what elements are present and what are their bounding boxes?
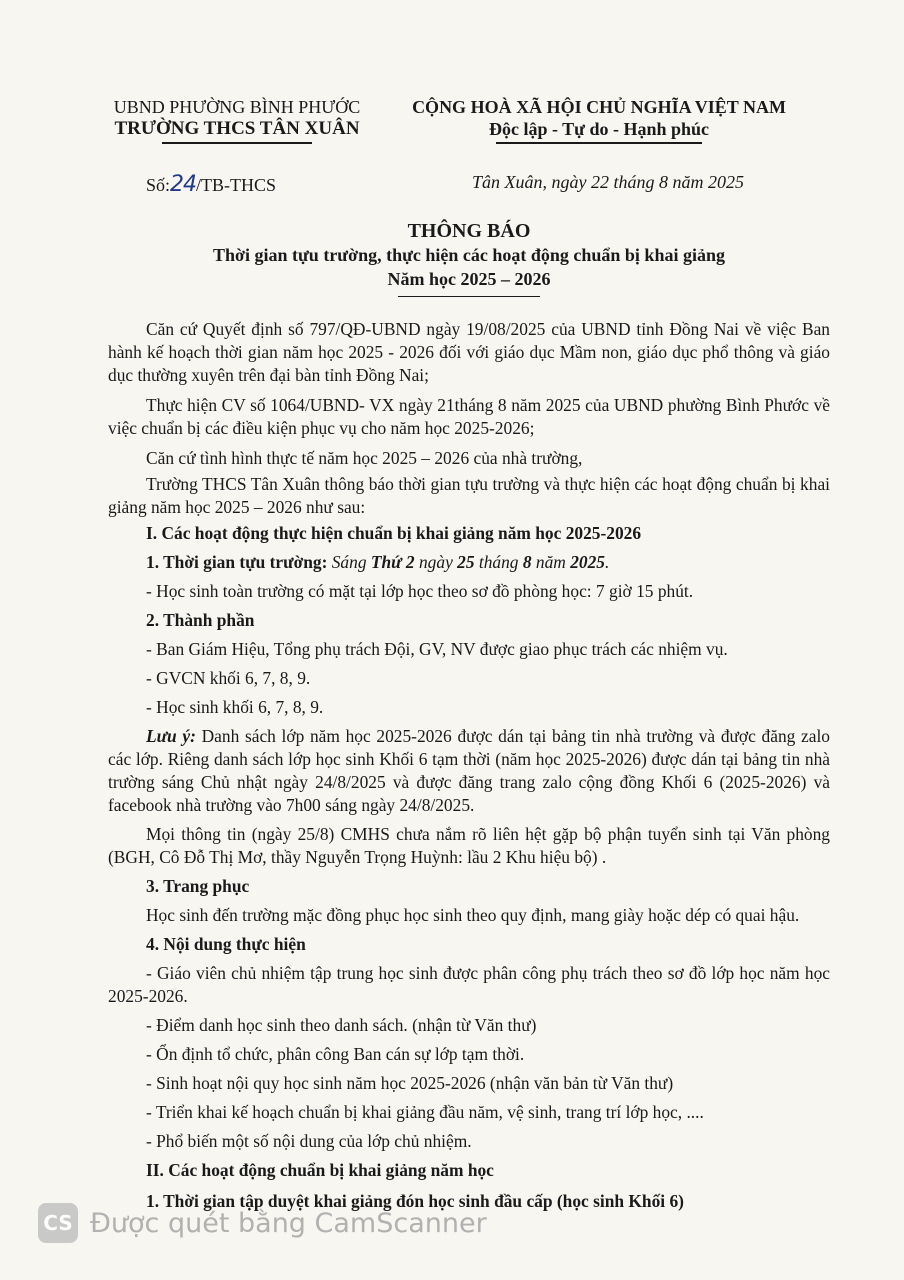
contact-paragraph: Mọi thông tin (ngày 25/8) CMHS chưa nắm rõ liên hệt gặp bộ phận tuyển sinh tại Văn phòng (BGH, Cô Đỗ Thị Mơ, thầy Nguyễn Trọng Huỳnh: lầu 2 Khu hiệu bộ) . [108, 824, 830, 867]
issuer-block [92, 96, 382, 140]
paragraph-basis-3: Căn cứ tình hình thực tế năm học 2025 – 2026 của nhà trường, [146, 448, 583, 468]
item-2-heading: 2. Thành phần [146, 610, 255, 630]
item-4-line-2: - Điểm danh học sinh theo danh sách. (nhận từ Văn thư) [146, 1015, 537, 1035]
national-motto-block [410, 96, 788, 140]
motto-underline [496, 142, 702, 144]
item-3-heading: 3. Trang phục [146, 876, 250, 896]
item-3-text: Học sinh đến trường mặc đồng phục học sinh theo quy định, mang giày hoặc dép có quai hậu. [146, 905, 800, 925]
paragraph-intro: Trường THCS Tân Xuân thông báo thời gian tựu trường và thực hiện các hoạt động chuẩn bị khai giảng năm học 2025 – 2026 như sau: [108, 474, 830, 517]
camscanner-logo-icon: CS [38, 1203, 78, 1243]
item-4-heading: 4. Nội dung thực hiện [146, 934, 306, 954]
section-2-item-1: 1. Thời gian tập duyệt khai giảng đón học sinh đầu cấp (học sinh Khối 6) [146, 1191, 684, 1211]
paragraph-basis-1: Căn cứ Quyết định số 797/QĐ-UBND ngày 19/08/2025 của UBND tỉnh Đồng Nai về việc Ban hành kế hoạch thời gian năm học 2025 - 2026 đối với giáo dục Mầm non, giáo dục phổ thông và giáo dục thường xuyên trên đại bàn tỉnh Đồng Nai; [108, 319, 830, 385]
national-title: CỘNG HOÀ XÃ HỘI CHỦ NGHĨA VIỆT NAM [412, 97, 786, 117]
document-subtitle: Thời gian tựu trường, thực hiện các hoạt động chuẩn bị khai giảng [213, 245, 725, 265]
note-label: Lưu ý: [146, 726, 196, 746]
item-1-day: Thứ 2 [370, 552, 415, 572]
issuer-underline [162, 142, 312, 144]
doc-number-handwritten: 24 [170, 172, 197, 197]
item-1-year: 2025 [570, 552, 605, 572]
national-motto: Độc lập - Tự do - Hạnh phúc [488, 119, 710, 139]
item-1-label: 1. Thời gian tựu trường: [146, 552, 328, 572]
item-2-line-1: - Ban Giám Hiệu, Tổng phụ trách Đội, GV, NV được giao phục trách các nhiệm vụ. [146, 639, 728, 659]
issuer-authority: UBND PHƯỜNG BÌNH PHƯỚC [113, 97, 361, 117]
doc-number [146, 172, 276, 197]
doc-number-suffix: /TB-THCS [196, 175, 277, 195]
date-line: Tân Xuân, ngày 22 tháng 8 năm 2025 [472, 172, 744, 192]
section-2-heading: II. Các hoạt động chuẩn bị khai giảng năm học [146, 1160, 494, 1180]
item-1-date: 25 [457, 552, 475, 572]
document-body [108, 318, 830, 1213]
paragraph-basis-2: Thực hiện CV số 1064/UBND- VX ngày 21tháng 8 năm 2025 của UBND phường Bình Phước về việc chuẩn bị các điều kiện phục vụ cho năm học 2025-2026; [108, 395, 830, 438]
item-1-time [108, 551, 830, 574]
item-2-line-2: - GVCN khối 6, 7, 8, 9. [146, 668, 311, 688]
note-paragraph [108, 725, 830, 817]
item-1-detail: - Học sinh toàn trường có mặt tại lớp học theo sơ đồ phòng học: 7 giờ 15 phút. [146, 581, 694, 601]
doc-number-prefix: Số: [146, 175, 171, 195]
school-year-line: Năm học 2025 – 2026 [387, 269, 551, 289]
document-title: THÔNG BÁO [407, 220, 531, 242]
note-text: Danh sách lớp năm học 2025-2026 được dán tại bảng tin nhà trường và được đăng zalo các lớp. Riêng danh sách lớp học sinh Khối 6 tạm thời (năm học 2025-2026) được dán tại bảng tin nhà trường sáng Chủ nhật ngày 24/8/2025 và được đăng trang zalo cộng đồng Khối 6 (2025-2026) và facebook nhà trường vào 7h00 sáng ngày 24/8/2025. [108, 726, 830, 815]
item-1-text-b: ngày [414, 552, 458, 572]
issuer-school: TRƯỜNG THCS TÂN XUÂN [114, 118, 360, 139]
section-1-heading: I. Các hoạt động thực hiện chuẩn bị khai giảng năm học 2025-2026 [146, 523, 642, 543]
item-4-line-3: - Ổn định tổ chức, phân công Ban cán sự lớp tạm thời. [146, 1044, 525, 1064]
item-1-month: 8 [522, 552, 532, 572]
item-4-line-5: - Triển khai kế hoạch chuẩn bị khai giảng đầu năm, vệ sinh, trang trí lớp học, .... [146, 1102, 704, 1122]
item-1-text-e: . [605, 552, 610, 572]
camscanner-watermark [38, 1203, 487, 1243]
item-2-line-3: - Học sinh khối 6, 7, 8, 9. [146, 697, 324, 717]
item-4-line-4: - Sinh hoạt nội quy học sinh năm học 2025-2026 (nhận văn bản từ Văn thư) [146, 1073, 674, 1093]
item-1-text-c: tháng [474, 552, 523, 572]
item-4-line-6: - Phổ biến một số nội dung của lớp chủ nhiệm. [146, 1131, 472, 1151]
item-1-text-a: Sáng [327, 552, 371, 572]
item-1-text-d: năm [531, 552, 571, 572]
camscanner-text: Được quét bằng CamScanner [90, 1207, 487, 1239]
item-4-line-1: - Giáo viên chủ nhiệm tập trung học sinh được phân công phụ trách theo sơ đồ lớp học năm học 2025-2026. [108, 963, 830, 1006]
title-underline [398, 296, 540, 297]
